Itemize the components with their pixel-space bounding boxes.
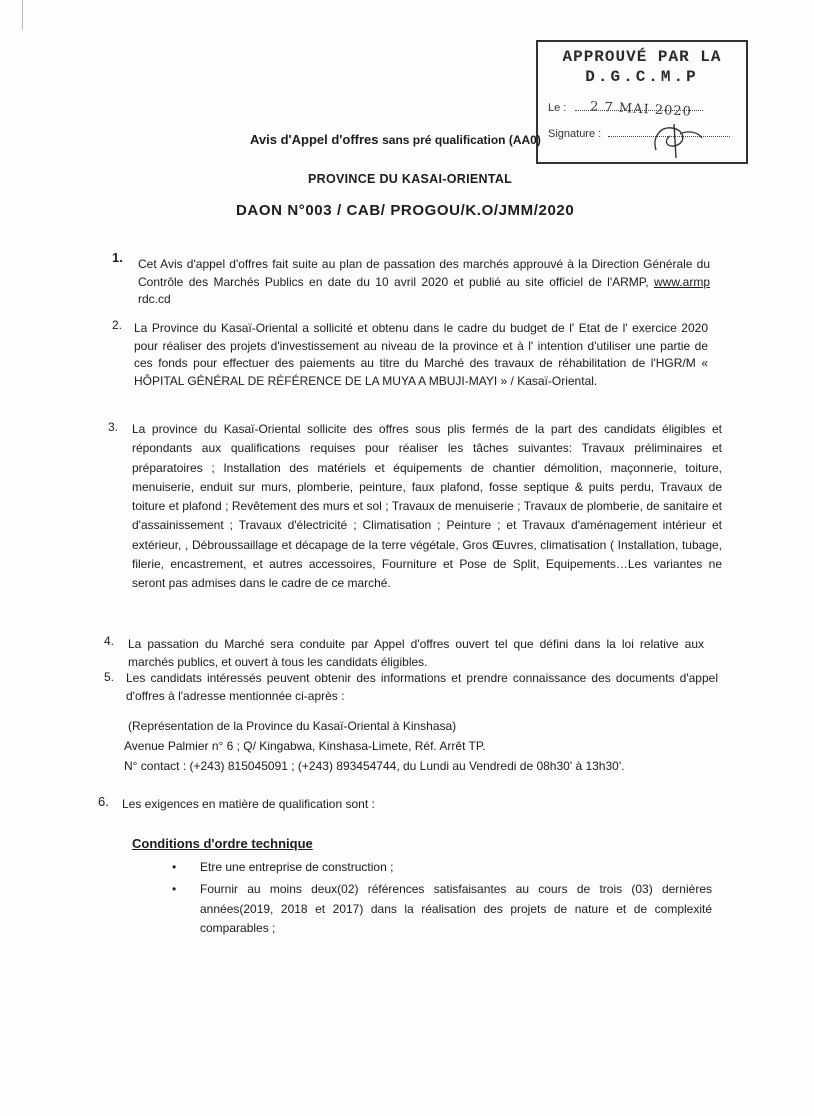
province-title: PROVINCE DU KASAI-ORIENTAL xyxy=(308,172,513,186)
address-line: (Représentation de la Province du Kasaï-Oriental à Kinshasa) xyxy=(128,719,457,733)
item-2-text: La Province du Kasaï-Oriental a sollicité et obtenu dans le cadre du budget de l' Etat de l' exercice 2020 pour réaliser des projets d'investissement au niveau de la province et à l' intention d'utiliser une partie de ces fonds pour effectuer des paiements au titre du Marché des travaux de réhabilitation de l'HGR/M « HÔPITAL GÉNÉRAL DE RÉFÉRENCE DE LA MUYA A MBUJI-MAYI » / Kasaï-Oriental. xyxy=(134,321,708,388)
address-line: Avenue Palmier n° 6 ; Q/ Kingabwa, Kinshasa-Limete, Réf. Arrêt TP. xyxy=(124,739,486,753)
notice-title-tail: sans pré qualification (AA0) xyxy=(382,133,541,147)
bullet-icon: • xyxy=(172,882,177,896)
approval-stamp xyxy=(536,40,748,164)
stamp-signature-label: Signature : xyxy=(548,128,602,140)
reference-number: DAON N°003 / CAB/ PROGOU/K.O/JMM/2020 xyxy=(236,202,575,219)
item-1-body: Cet Avis d'appel d'offres fait suite au plan de passation des marchés approuvé à la Direction Générale du Contrôle des Marchés Publics en date du 10 avril 2020 et publié au site officiel de l'ARMP, xyxy=(138,257,710,289)
stamp-date-value: 2 7 MAI 2020 xyxy=(589,99,693,120)
item-4-text: La passation du Marché sera conduite par Appel d'offres ouvert tel que défini dans la loi relative aux marchés publics, et ouvert à tous les candidats éligibles. xyxy=(128,637,704,669)
notice-title xyxy=(250,132,541,147)
notice-title-main: Avis d'Appel d'offres xyxy=(250,132,379,147)
item-number: 6. xyxy=(98,794,109,809)
item-3-text: La province du Kasaï-Oriental sollicite des offres sous plis fermés de la part des candidats éligibles et répondants aux qualifications requises pour réaliser les tâches suivantes: Travaux préliminaires et préparatoires ; Installation des matériels et équipements de chantier démolition, maçonnerie, toiture, menuiserie, enduit sur murs, plomberie, peinture, faux plafond, fosse septique & puits perdu, Travaux de toiture et plafond ; Revêtement des murs et sol ; Travaux de menuiserie ; Travaux de plomberie, de sanitaire et d'assainissement ; Travaux d'électricité ; Climatisation ; Peinture ; et Travaux d'aménagement intérieur et extérieur, , Débroussaillage et décapage de la terre végétale, Gros Œuvres, climatisation ( Installation, tubage, filerie, encastrement, et autres accessoires, Fourniture et Pose de Split, Equipements…Les variantes ne seront pas admises dans le cadre de ce marché. xyxy=(132,422,722,591)
item-number: 5. xyxy=(104,670,115,684)
item-number: 4. xyxy=(104,634,115,648)
item-number: 1. xyxy=(112,250,123,265)
stamp-date-label: Le : xyxy=(548,102,567,114)
contact-line: N° contact : (+243) 815045091 ; (+243) 893454744, du Lundi au Vendredi de 08h30' à 13h30'. xyxy=(124,759,625,773)
item-5-text: Les candidats intéressés peuvent obtenir des informations et prendre connaissance des documents d'appel d'offres à l'adresse mentionnée ci-après : xyxy=(126,671,718,703)
item-number: 3. xyxy=(108,420,119,434)
item-1-tail: rdc.cd xyxy=(138,292,171,307)
condition-text: Etre une entreprise de construction ; xyxy=(200,860,394,874)
bullet-icon: • xyxy=(172,860,177,874)
condition-bullet xyxy=(172,860,708,874)
stamp-agency: D.G.C.M.P xyxy=(585,68,699,86)
condition-bullet xyxy=(172,880,712,939)
handwritten-signature xyxy=(646,120,706,160)
armp-link[interactable]: www.armp xyxy=(653,274,710,289)
stamp-title: APPROUVÉ PAR LA xyxy=(562,48,722,66)
item-1-text xyxy=(138,256,710,309)
scan-edge xyxy=(22,0,23,30)
conditions-heading: Conditions d'ordre technique xyxy=(132,836,313,851)
item-number: 2. xyxy=(112,318,123,332)
item-6-text: Les exigences en matière de qualification sont : xyxy=(122,797,375,811)
condition-text: Fournir au moins deux(02) références satisfaisantes au cours de trois (03) dernières années(2019, 2018 et 2017) dans la réalisation des projets de nature et de complexité comparables ; xyxy=(200,882,712,935)
